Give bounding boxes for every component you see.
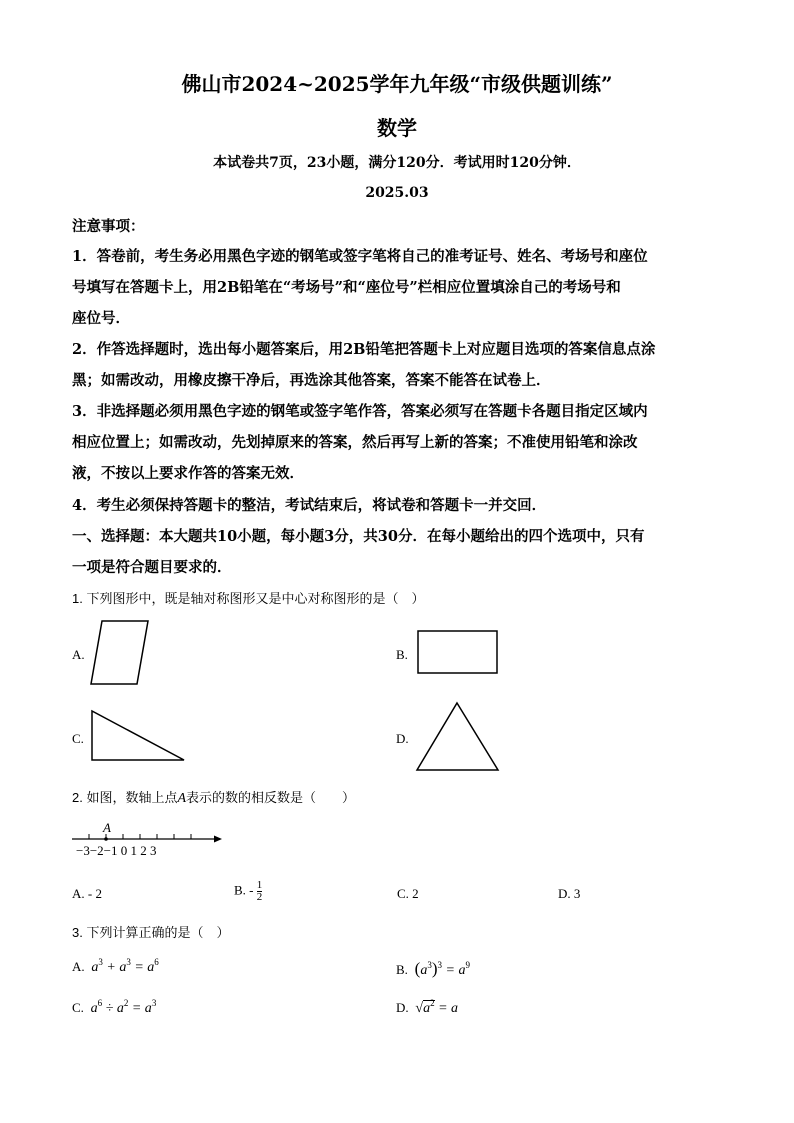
q2-option-a: A. - 2 — [72, 886, 102, 901]
question-2-stem: 2. 如图，数轴上点A表示的数的相反数是（ ） — [72, 790, 356, 806]
q2-option-d: D. 3 — [558, 886, 581, 901]
notice-line: 相应位置上；如需改动，先划掉原来的答案，然后再写上新的答案；不准使用铅笔和涂改 — [72, 434, 638, 451]
notice-line: 黑；如需改动，用橡皮擦干净后，再选涂其他答案，答案不能答在试卷上． — [72, 372, 551, 389]
q3-option-a: A. $a^3 + a^3 = a^6$ — [72, 957, 159, 975]
exam-title: 佛山市2024~2025学年九年级“市级供题训练” — [181, 72, 613, 96]
q1-option-d-label: D. — [396, 731, 409, 746]
subject-title: 数学 — [377, 116, 417, 140]
q1-option-a-label: A. — [72, 647, 85, 662]
q2-option-c: C. 2 — [397, 886, 419, 901]
q1-option-c-label: C. — [72, 731, 84, 746]
exam-date: 2025.03 — [365, 185, 429, 201]
number-line-point-label: A — [103, 820, 111, 835]
notice-line: 2．作答选择题时，选出每小题答案后，用2B铅笔把答题卡上对应题目选项的答案信息点涂 — [72, 341, 656, 358]
q2-option-b: B. - $\frac{1}{2}$ — [234, 879, 263, 903]
question-1-stem: 1. 下列图形中，既是轴对称图形又是中心对称图形的是（ ） — [72, 591, 425, 606]
q3-option-c: C. $a^6 \div a^2 = a^3$ — [72, 998, 157, 1016]
notice-heading: 注意事项： — [72, 218, 145, 235]
equilateral-triangle-figure — [416, 702, 500, 772]
notice-line: 座位号． — [72, 310, 130, 327]
notice-line: 号填写在答题卡上，用2B铅笔在“考场号”和“座位号”栏相应位置填涂自己的考场号和 — [72, 279, 621, 296]
rectangle-figure — [417, 630, 499, 675]
section-heading: 一项是符合题目要求的． — [72, 559, 232, 576]
q3-option-b: B. $(a^3)^3 = a^9$ — [396, 959, 470, 978]
notice-line: 1．答卷前，考生务必用黑色字迹的钢笔或签字笔将自己的准考证号、姓名、考场号和座位 — [72, 248, 648, 265]
q1-option-b-label: B. — [396, 647, 408, 662]
notice-line: 4．考生必须保持答题卡的整洁，考试结束后，将试卷和答题卡一并交回． — [72, 497, 547, 514]
number-line-ticks: −3−2−1 0 1 2 3 — [76, 843, 157, 858]
notice-line: 液，不按以上要求作答的答案无效． — [72, 465, 304, 482]
section-heading: 一、选择题：本大题共10小题，每小题3分，共30分．在每小题给出的四个选项中，只有 — [72, 528, 645, 545]
parallelogram-figure — [90, 620, 150, 686]
q3-option-d: D. $√a^2 = a$ — [396, 998, 459, 1016]
right-triangle-figure — [91, 710, 187, 762]
notice-line: 3．非选择题必须用黑色字迹的钢笔或签字笔作答，答案必须写在答题卡各题目指定区域内 — [72, 403, 648, 420]
question-3-stem: 3. 下列计算正确的是（ ） — [72, 925, 230, 940]
exam-info: 本试卷共7页，23小题，满分120分．考试用时120分钟． — [213, 155, 581, 171]
number-line — [72, 830, 224, 844]
